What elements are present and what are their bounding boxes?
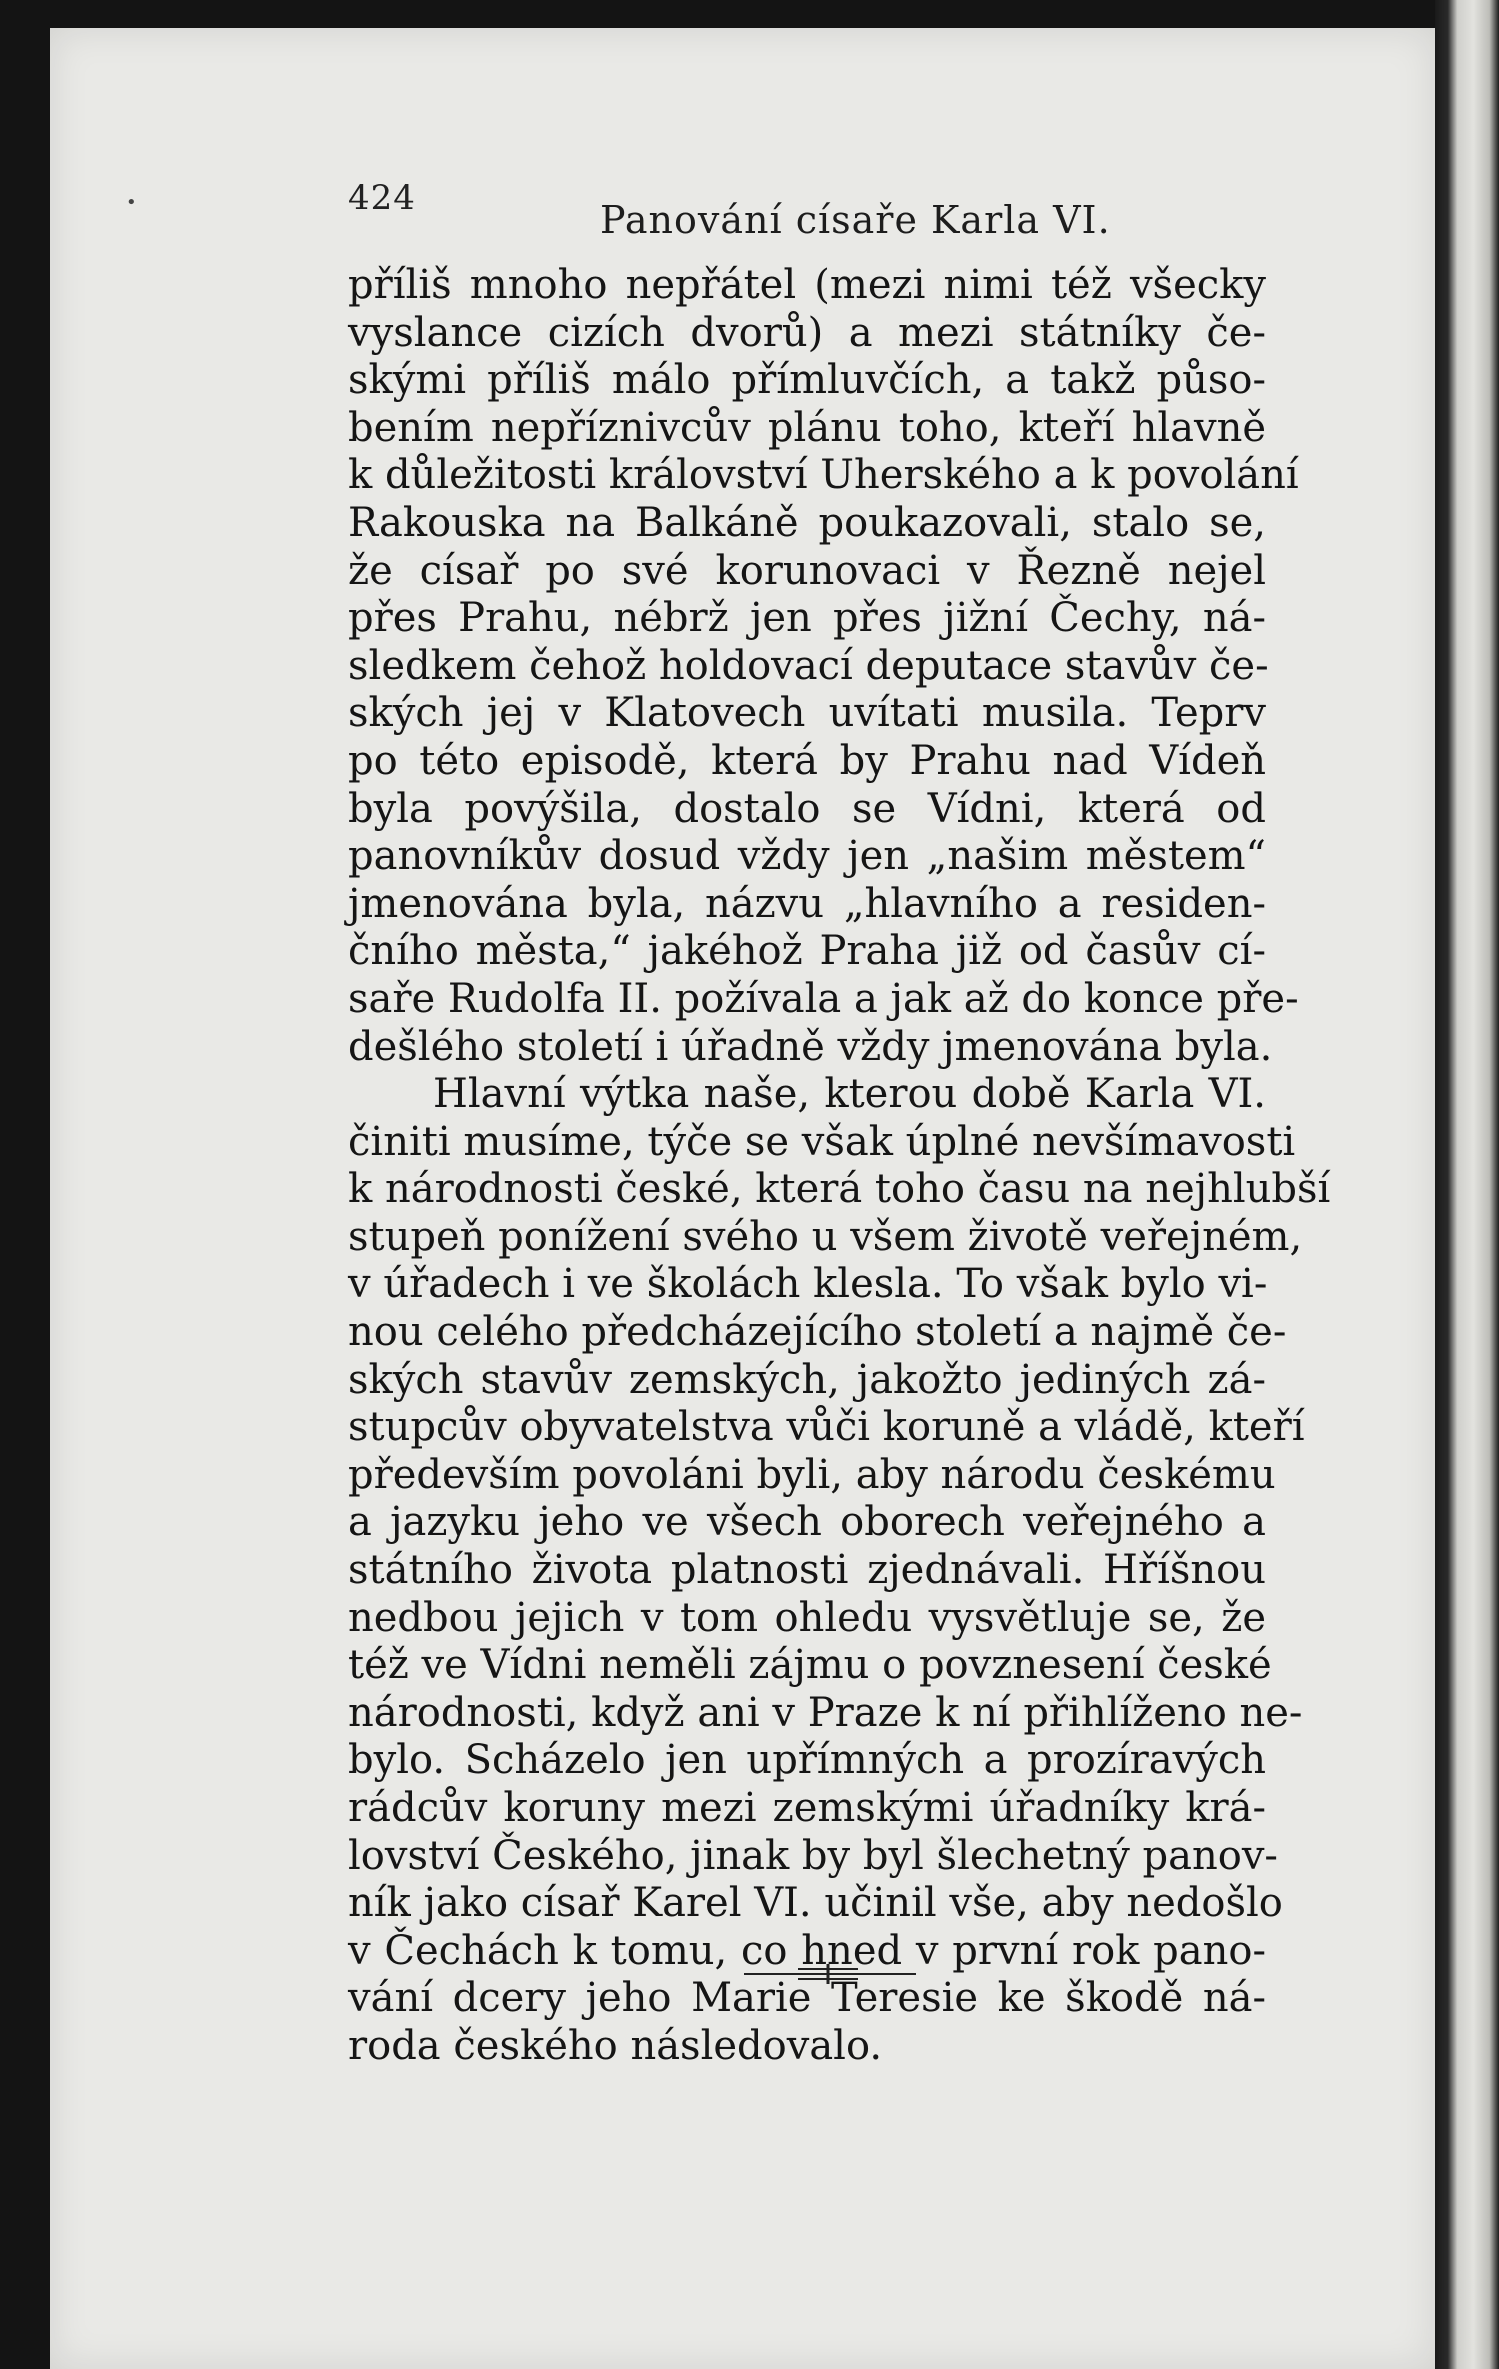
text-line: v Čechách k tomu, co hned v první rok pano- (348, 1927, 1266, 1974)
text-line: stupeň ponížení svého u všem životě veřejném, (348, 1213, 1303, 1260)
text-line: činiti musíme, týče se však úplné nevšímavosti (348, 1118, 1296, 1165)
text-line: sledkem čehož holdovací deputace stavův če- (348, 642, 1269, 689)
text-line: v úřadech i ve školách klesla. To však bylo vi- (348, 1261, 1268, 1308)
text-line: státního života platnosti zjednávali. Hříšnou (348, 1547, 1266, 1594)
text-line: především povoláni byli, aby národu českému (348, 1451, 1276, 1498)
text-line: dešlého století i úřadně vždy jmenována byla. (348, 1023, 1273, 1070)
text-line: bylo. Scházelo jen upřímných a prozíravých (348, 1737, 1266, 1784)
text-line: ských jej v Klatovech uvítati musila. Teprv (348, 690, 1266, 737)
text-line: nou celého předcházejícího století a najmě če- (348, 1309, 1287, 1356)
text-line: saře Rudolfa II. požívala a jak až do konce pře- (348, 975, 1299, 1022)
text-line: národnosti, když ani v Praze k ní přihlíženo ne- (348, 1689, 1303, 1736)
text-line: po této episodě, která by Prahu nad Vídeň (348, 737, 1266, 784)
ornament-divider (740, 1962, 920, 1986)
text-line: čního města,“ jakéhož Praha již od časův cí- (348, 928, 1266, 975)
text-line: k důležitosti království Uherského a k povolání (348, 452, 1299, 499)
text-line: roda českého následovalo. (348, 2022, 883, 2069)
text-line: Hlavní výtka naše, kterou době Karla VI. (433, 1071, 1266, 1118)
text-line: ník jako císař Karel VI. učinil vše, aby nedošlo (348, 1880, 1283, 1927)
scan-speck: • (126, 192, 137, 213)
text-line: přes Prahu, nébrž jen přes jižní Čechy, ná- (348, 595, 1266, 642)
body-text (348, 262, 1331, 2071)
text-line: a jazyku jeho ve všech oborech veřejného a (348, 1499, 1266, 1546)
text-line: nedbou jejich v tom ohledu vysvětluje se, že (348, 1594, 1266, 1641)
text-line: lovství Českého, jinak by byl šlechetný panov- (348, 1832, 1278, 1879)
page-edge (1435, 0, 1499, 2369)
text-line: vání dcery jeho Marie Teresie ke škodě ná- (348, 1975, 1266, 2022)
text-line: Rakouska na Balkáně poukazovali, stalo se, (348, 499, 1266, 546)
text-line: též ve Vídni neměli zájmu o povznesení české (348, 1642, 1272, 1689)
text-line: že císař po své korunovaci v Řezně nejel (348, 547, 1266, 594)
running-head: Panování císaře Karla VI. (600, 198, 1111, 242)
text-line: k národnosti české, která toho času na nejhlubší (348, 1166, 1331, 1213)
text-line: panovníkův dosud vždy jen „našim městem“ (348, 833, 1266, 880)
page-number: 424 (348, 178, 416, 218)
text-line: bením nepříznivcův plánu toho, kteří hlavně (348, 404, 1266, 451)
text-line: ských stavův zemských, jakožto jediných zá- (348, 1356, 1266, 1403)
text-line: vyslance cizích dvorů) a mezi státníky če- (348, 309, 1266, 356)
text-line: skými příliš málo přímluvčích, a takž půso- (348, 357, 1266, 404)
text-line: jmenována byla, názvu „hlavního a residen- (348, 880, 1266, 927)
text-line: rádcův koruny mezi zemskými úřadníky krá- (348, 1785, 1266, 1831)
text-line: příliš mnoho nepřátel (mezi nimi též všecky (348, 262, 1266, 308)
text-line: byla povýšila, dostalo se Vídni, která od (348, 785, 1266, 832)
text-line: stupcův obyvatelstva vůči koruně a vládě, kteří (348, 1404, 1305, 1451)
